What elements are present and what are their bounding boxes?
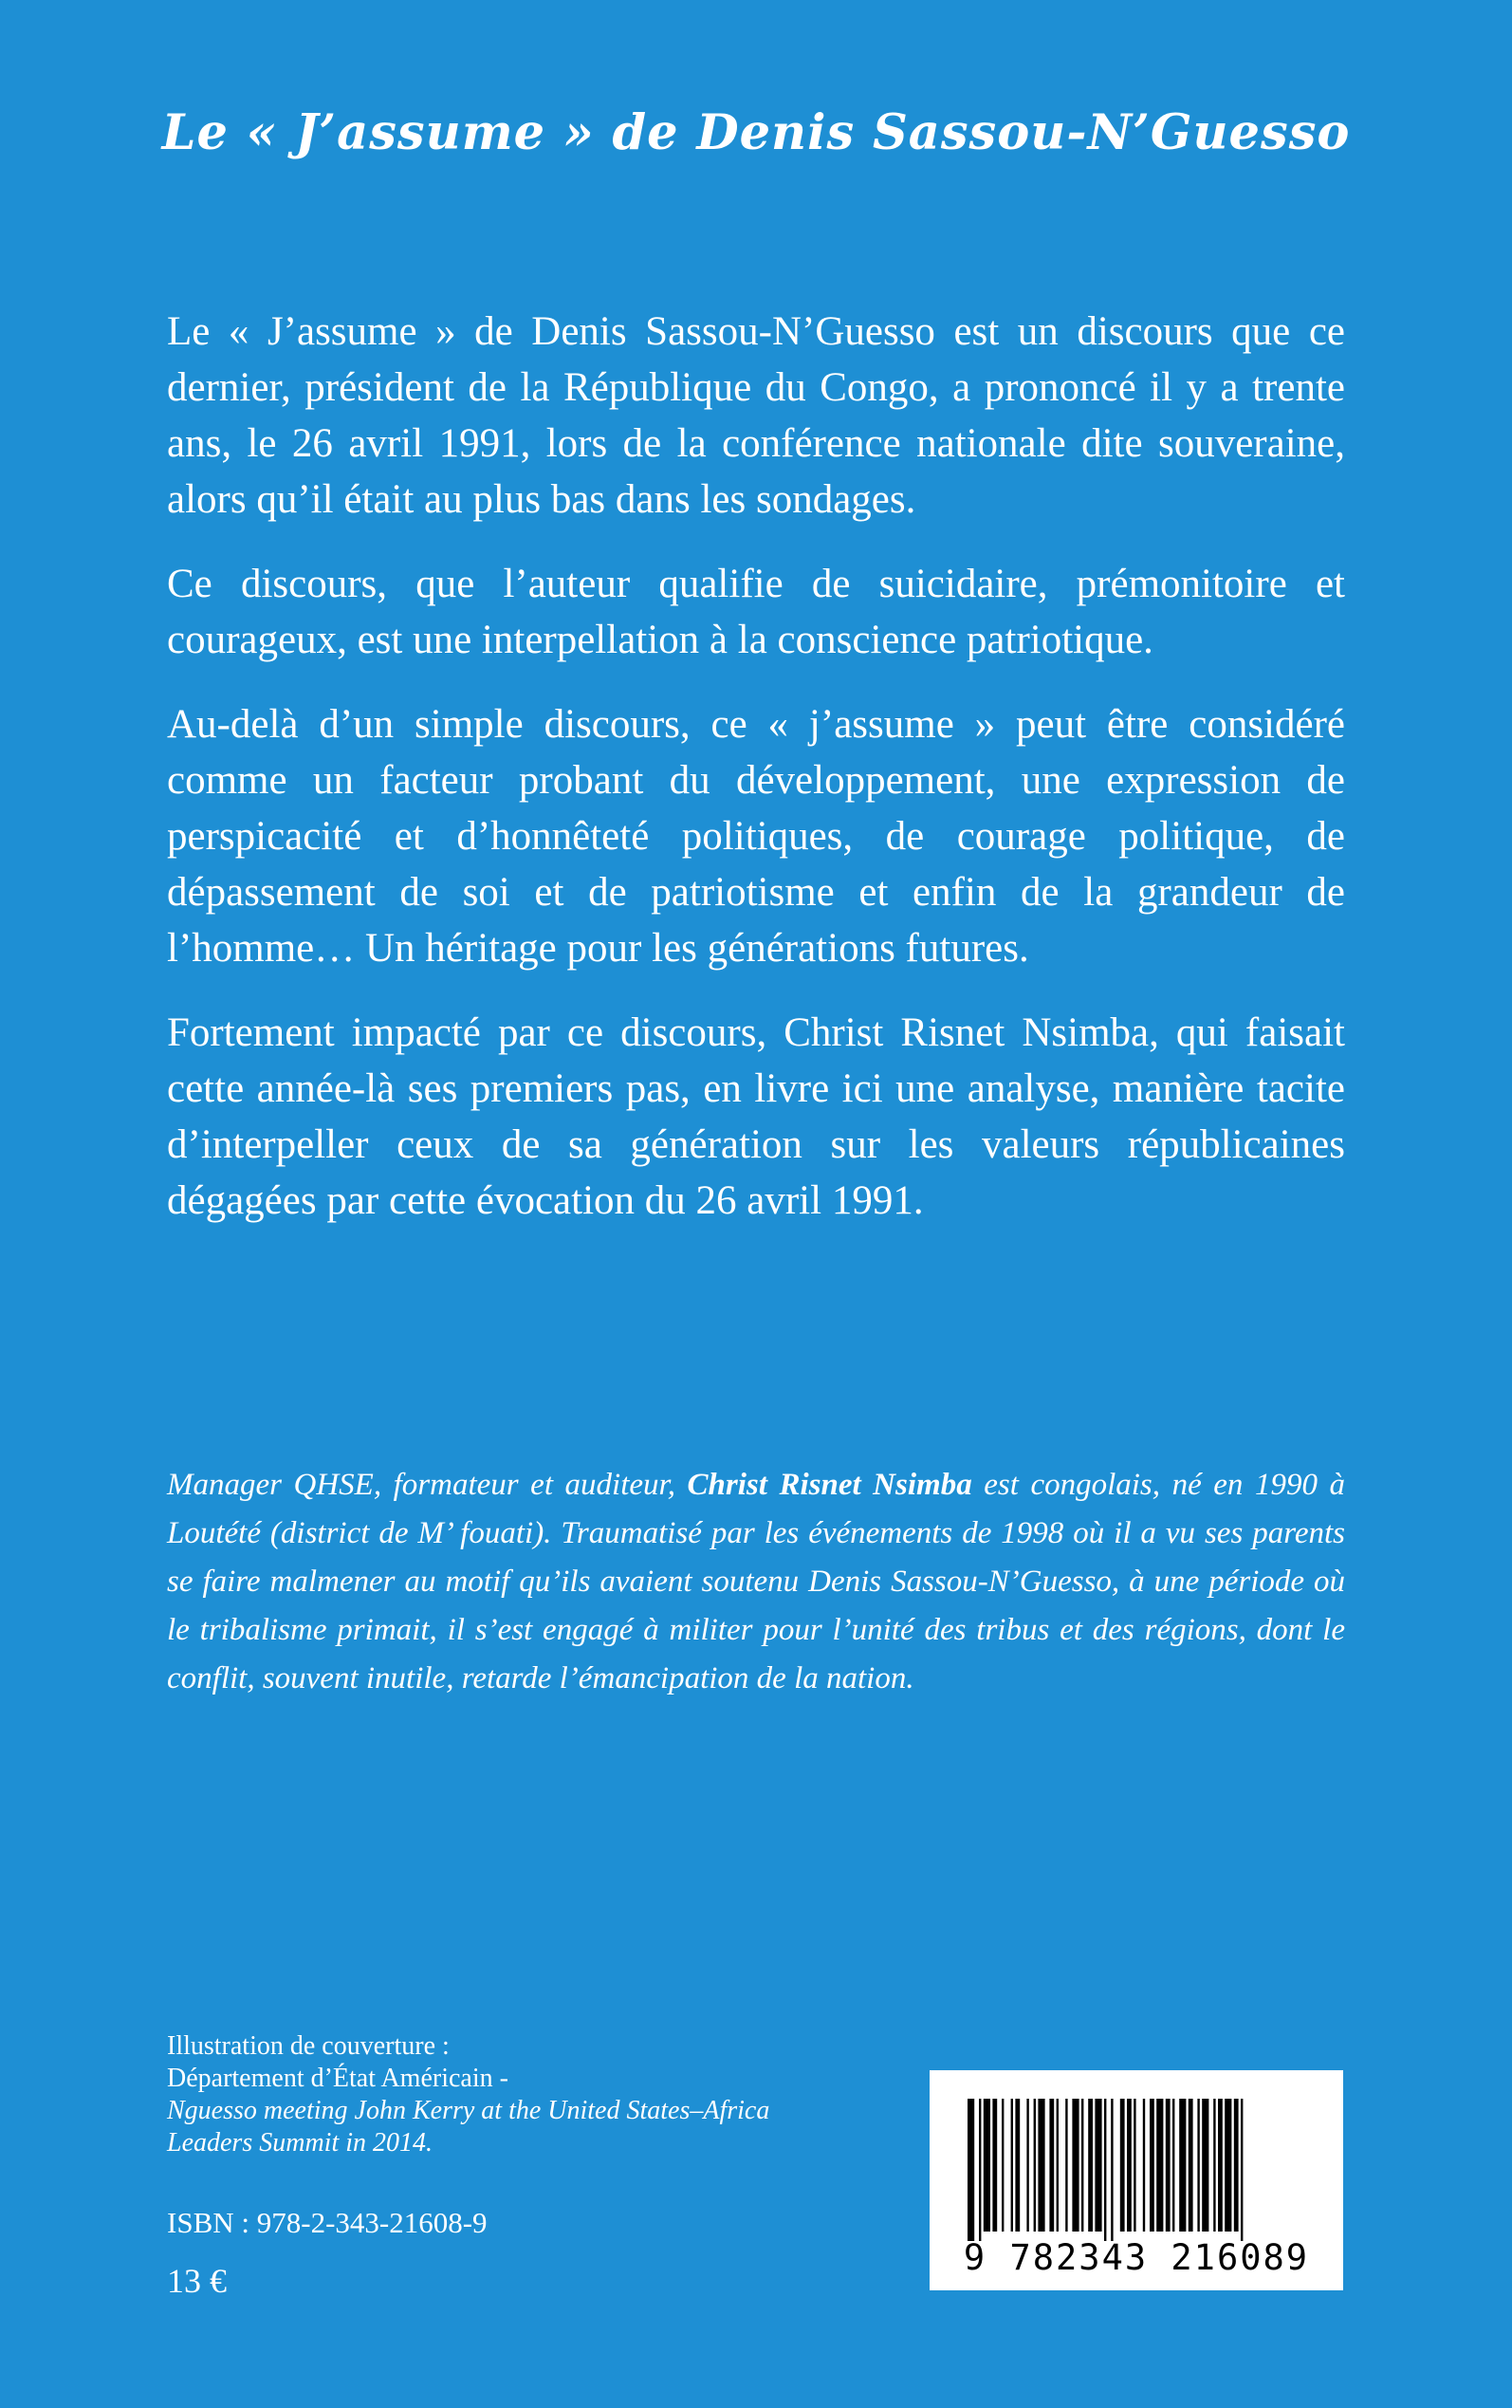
barcode-bar bbox=[1088, 2099, 1093, 2232]
summary-text bbox=[167, 304, 1345, 1257]
barcode-bar bbox=[1213, 2099, 1215, 2232]
barcode-bar bbox=[1241, 2099, 1243, 2241]
credits-source: Département d’État Américain - bbox=[167, 2064, 508, 2093]
author-bio bbox=[167, 1461, 1345, 1703]
barcode-bar bbox=[1120, 2099, 1125, 2232]
barcode-bar bbox=[1111, 2099, 1113, 2241]
barcode-bar bbox=[1197, 2099, 1199, 2232]
barcode-bar bbox=[1202, 2099, 1208, 2232]
barcode-bar bbox=[1156, 2099, 1163, 2232]
summary-paragraph-4: Fortement impacté par ce discours, Christ Risnet Nsimba, qui faisait cette année-là ses premiers pas, en livre ici une analyse, manière tacite d’interpeller ceux de sa génération sur les valeurs républicaines dégagées par cette évocation du 26 avril 1991. bbox=[167, 1010, 1345, 1223]
barcode-bar bbox=[1015, 2099, 1020, 2232]
barcode-bar bbox=[1081, 2099, 1083, 2232]
barcode-bar bbox=[1150, 2099, 1154, 2232]
barcode-bar bbox=[1095, 2099, 1101, 2232]
cover-credits bbox=[167, 2030, 888, 2159]
book-title: Le « J’assume » de Denis Sassou-N’Guesso bbox=[161, 104, 1351, 161]
barcode-bar bbox=[1234, 2099, 1239, 2232]
summary-paragraph-2: Ce discours, que l’auteur qualifie de suicidaire, prémonitoire et courageux, est une interpellation à la conscience patriotique. bbox=[167, 562, 1345, 662]
summary-paragraph-3: Au-delà d’un simple discours, ce « j’assume » peut être considéré comme un facteur probant du développement, une expression de perspicacité et d’honnêteté politiques, de courage politique, de dépassement de soi et de patriotisme et enfin de la grandeur de l’homme… Un héritage pour les générations futures. bbox=[167, 702, 1345, 971]
author-name: Christ Risnet Nsimba bbox=[687, 1468, 972, 1502]
barcode-bar bbox=[1218, 2099, 1223, 2232]
barcode-bar bbox=[1049, 2099, 1054, 2232]
barcode-bar bbox=[968, 2099, 974, 2241]
barcode-digits: 9 782343 216089 bbox=[963, 2237, 1310, 2278]
barcode-bar bbox=[1002, 2099, 1004, 2232]
barcode-bar bbox=[1011, 2099, 1013, 2232]
barcode-bar bbox=[992, 2099, 997, 2232]
barcode-bar bbox=[1134, 2099, 1135, 2232]
credits-caption-line-2: Leaders Summit in 2014. bbox=[167, 2128, 433, 2158]
price-label: 13 € bbox=[167, 2262, 227, 2300]
credits-label: Illustration de couverture : bbox=[167, 2031, 450, 2061]
barcode-bar bbox=[1166, 2099, 1171, 2232]
barcode-bar bbox=[1179, 2099, 1186, 2232]
barcode-bar bbox=[1034, 2099, 1036, 2232]
barcode-bar bbox=[1057, 2099, 1059, 2232]
barcode-bar bbox=[1189, 2099, 1193, 2232]
barcode-bar bbox=[1026, 2099, 1028, 2232]
credits-caption-line-1: Nguesso meeting John Kerry at the United States–Africa bbox=[167, 2096, 770, 2125]
author-bio-intro: Manager QHSE, formateur et auditeur, bbox=[167, 1468, 688, 1502]
barcode bbox=[930, 2070, 1343, 2290]
barcode-bar bbox=[1104, 2099, 1106, 2241]
barcode-bar bbox=[1038, 2099, 1044, 2232]
barcode-bar bbox=[1127, 2099, 1132, 2232]
barcode-bar bbox=[1172, 2099, 1174, 2232]
barcode-bar bbox=[1065, 2099, 1067, 2232]
barcode-bar bbox=[1143, 2099, 1145, 2232]
barcode-bar bbox=[984, 2099, 990, 2232]
barcode-bar bbox=[1225, 2099, 1231, 2232]
summary-paragraph-1: Le « J’assume » de Denis Sassou-N’Guesso est un discours que ce dernier, président de la République du Congo, a prononcé il y a trente ans, le 26 avril 1991, lors de la conférence nationale dite souveraine, alors qu’il était au plus bas dans les sondages. bbox=[167, 309, 1345, 522]
barcode-bar bbox=[1072, 2099, 1079, 2232]
barcode-bar bbox=[979, 2099, 981, 2241]
isbn-number: ISBN : 978-2-343-21608-9 bbox=[167, 2206, 488, 2239]
author-bio-rest: est congolais, né en 1990 à Loutété (district de M’ fouati). Traumatisé par les événements de 1998 où il a vu ses parents se faire malmener au motif qu’ils avaient soutenu Denis Sassou-N’Guesso, à une période où le tribalisme primait, il s’est engagé à militer pour l’unité des tribus et des régions, dont le conflit, souvent inutile, retarde l’émancipation de la nation. bbox=[167, 1468, 1345, 1695]
